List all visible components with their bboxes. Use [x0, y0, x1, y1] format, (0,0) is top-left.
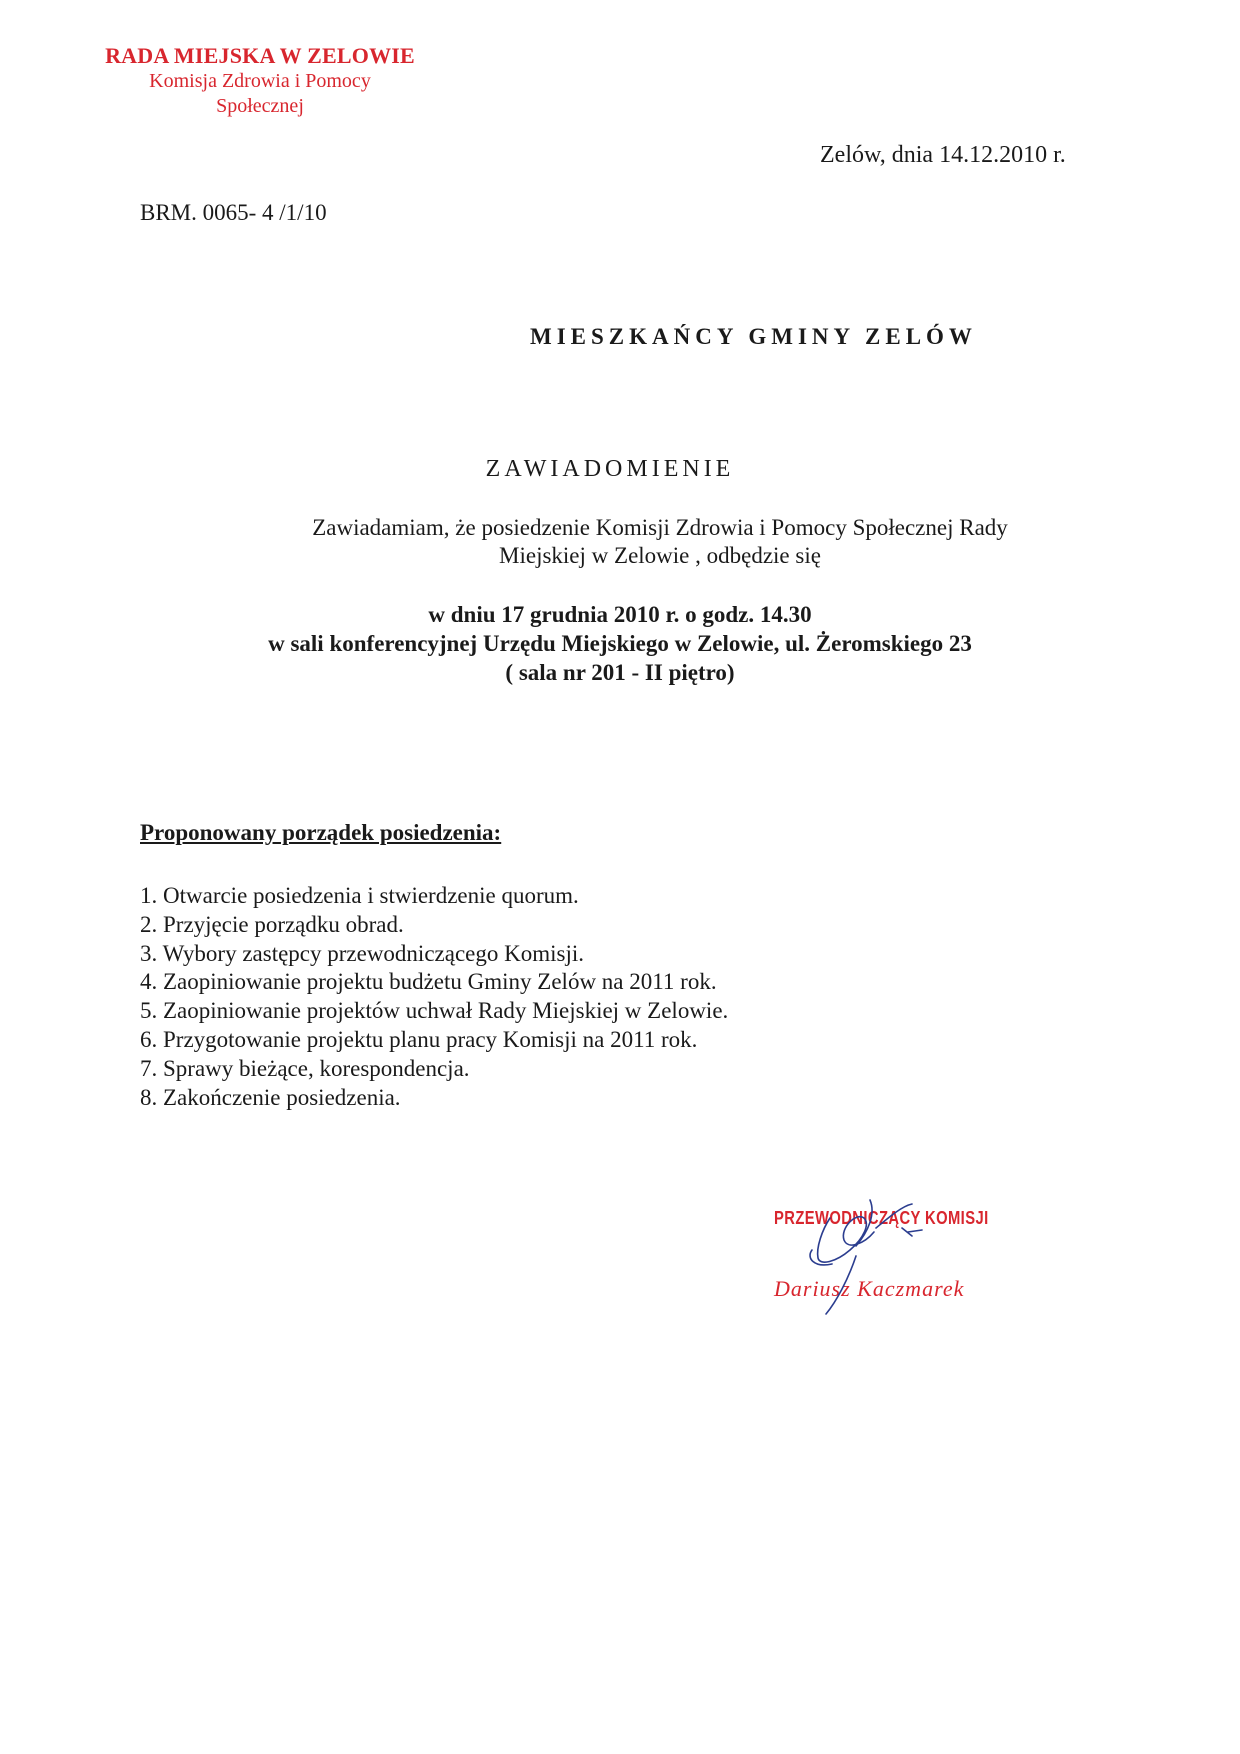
agenda-item: 5. Zaopiniowanie projektów uchwał Rady Miejskiej w Zelowie. — [140, 998, 729, 1024]
document-title: ZAWIADOMIENIE — [485, 456, 735, 482]
addressee: MIESZKAŃCY GMINY ZELÓW — [530, 324, 977, 349]
agenda-heading: Proponowany porządek posiedzenia: — [140, 820, 502, 845]
agenda-item: 8. Zakończenie posiedzenia. — [140, 1084, 401, 1110]
agenda-list — [140, 882, 728, 1112]
reference-number: BRM. 0065- 4 /1/10 — [140, 200, 327, 225]
place-and-date: Zelów, dnia 14.12.2010 r. — [820, 142, 1066, 168]
handwritten-signature — [752, 1188, 1022, 1318]
stamp-organization: RADA MIEJSKA W ZELOWIE — [105, 43, 415, 68]
agenda-item: 3. Wybory zastępcy przewodniczącego Komisji. — [140, 940, 584, 966]
agenda-item: 4. Zaopiniowanie projektu budżetu Gminy Zelów na 2011 rok. — [140, 969, 717, 995]
meeting-room: ( sala nr 201 - II piętro) — [505, 660, 735, 685]
agenda-item: 7. Sprawy bieżące, korespondencja. — [140, 1055, 470, 1081]
stamp-unit-line-2: Społecznej — [216, 95, 304, 117]
stamp-unit-line-1: Komisja Zdrowia i Pomocy — [149, 70, 371, 92]
meeting-date-time: w dniu 17 grudnia 2010 r. o godz. 14.30 — [428, 602, 812, 627]
meeting-location: w sali konferencyjnej Urzędu Miejskiego w Zelowie, ul. Żeromskiego 23 — [268, 631, 972, 656]
intro-paragraph — [240, 514, 1080, 570]
intro-line-2: Miejskiej w Zelowie , odbędzie się — [499, 543, 821, 568]
agenda-item: 1. Otwarcie posiedzenia i stwierdzenie quorum. — [140, 883, 579, 908]
signature-block — [752, 1188, 1022, 1318]
council-stamp — [92, 42, 428, 119]
agenda-item: 6. Przygotowanie projektu planu pracy Komisji na 2011 rok. — [140, 1026, 698, 1052]
signature-role-stamp: PRZEWODNICZĄCY KOMISJI — [774, 1208, 989, 1228]
meeting-details — [180, 600, 1060, 687]
intro-line-1: Zawiadamiam, że posiedzenie Komisji Zdrowia i Pomocy Społecznej Rady — [312, 515, 1008, 540]
signature-name-stamp: Dariusz Kaczmarek — [774, 1276, 965, 1301]
agenda-item: 2. Przyjęcie porządku obrad. — [140, 911, 404, 937]
